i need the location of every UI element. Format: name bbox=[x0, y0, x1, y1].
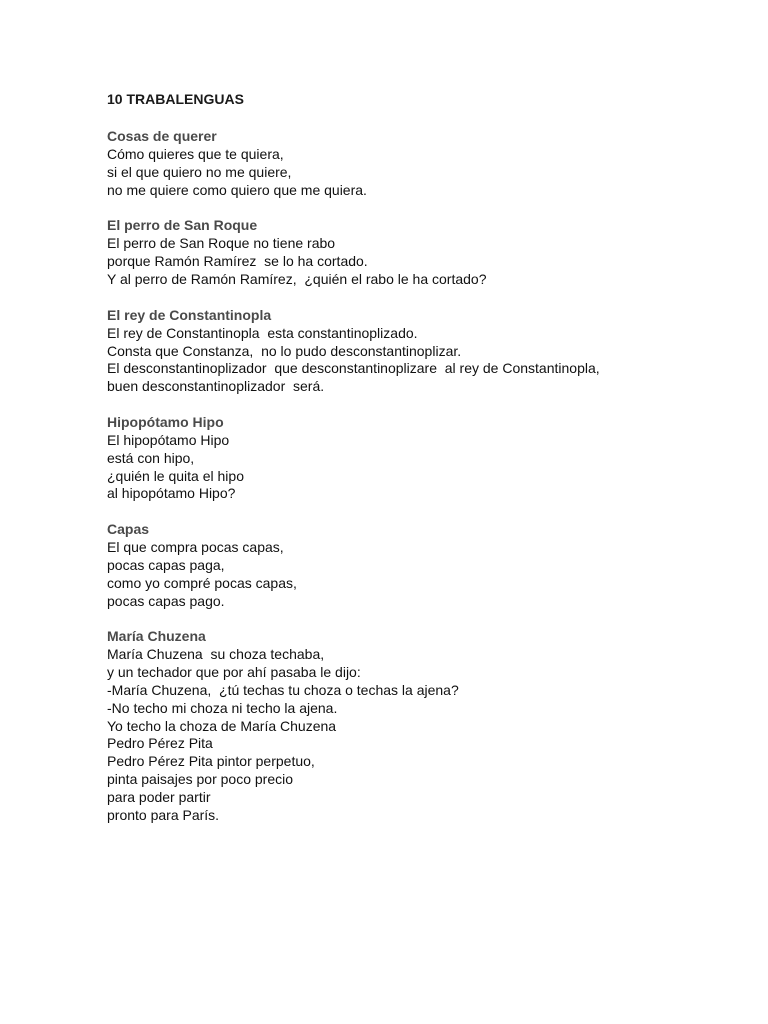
verse-line: El que compra pocas capas, bbox=[107, 539, 284, 556]
section-cosas-de-querer bbox=[107, 127, 747, 199]
section-el-perro-de-san-roque bbox=[107, 216, 747, 288]
section-title: El rey de Constantinopla bbox=[107, 306, 272, 323]
verse-line: y un techador que por ahí pasaba le dijo: bbox=[107, 664, 361, 681]
verse-line: pinta paisajes por poco precio bbox=[107, 770, 294, 787]
verse-line: Y al perro de Ramón Ramírez, ¿quién el rabo le ha cortado? bbox=[107, 270, 487, 287]
verse-line: pronto para París. bbox=[107, 806, 220, 823]
verse-line: El desconstantinoplizador que desconstantinoplizare al rey de Constantinopla, bbox=[107, 360, 600, 377]
section-title: El perro de San Roque bbox=[107, 217, 258, 234]
verse-line: El hipopótamo Hipo bbox=[107, 431, 230, 448]
verse-line: si el que quiero no me quiere, bbox=[107, 163, 292, 180]
verse-line: como yo compré pocas capas, bbox=[107, 574, 297, 591]
section-title: María Chuzena bbox=[107, 628, 206, 645]
document-title: 10 TRABALENGUAS bbox=[107, 91, 244, 107]
document-page bbox=[107, 90, 747, 841]
verse-line: para poder partir bbox=[107, 788, 211, 805]
section-maria-chuzena bbox=[107, 627, 747, 824]
verse-line: al hipopótamo Hipo? bbox=[107, 485, 236, 502]
verse-line: Yo techo la choza de María Chuzena bbox=[107, 717, 337, 734]
verse-line: buen desconstantinoplizador será. bbox=[107, 378, 325, 395]
section-title: Cosas de querer bbox=[107, 128, 217, 144]
verse-line: pocas capas paga, bbox=[107, 556, 225, 573]
section-capas bbox=[107, 520, 747, 610]
verse-line: está con hipo, bbox=[107, 449, 195, 466]
verse-line: -No techo mi choza ni techo la ajena. bbox=[107, 699, 338, 716]
verse-line: pocas capas pago. bbox=[107, 592, 225, 609]
verse-line: El perro de San Roque no tiene rabo bbox=[107, 235, 336, 252]
verse-line: María Chuzena su choza techaba, bbox=[107, 646, 325, 663]
verse-line: porque Ramón Ramírez se lo ha cortado. bbox=[107, 253, 368, 270]
section-el-rey-de-constantinopla bbox=[107, 306, 747, 396]
section-title: Hipopótamo Hipo bbox=[107, 413, 224, 430]
section-hipopotamo-hipo bbox=[107, 413, 747, 503]
verse-line: Consta que Constanza, no lo pudo desconstantinoplizar. bbox=[107, 342, 462, 359]
verse-line: Pedro Pérez Pita bbox=[107, 735, 213, 752]
section-title: Capas bbox=[107, 521, 150, 538]
verse-line: El rey de Constantinopla esta constantinoplizado. bbox=[107, 324, 418, 341]
verse-line: -María Chuzena, ¿tú techas tu choza o techas la ajena? bbox=[107, 681, 459, 698]
verse-line: Cómo quieres que te quiera, bbox=[107, 146, 284, 162]
verse-line: ¿quién le quita el hipo bbox=[107, 467, 244, 484]
verse-line: no me quiere como quiero que me quiera. bbox=[107, 181, 367, 198]
verse-line: Pedro Pérez Pita pintor perpetuo, bbox=[107, 753, 315, 770]
